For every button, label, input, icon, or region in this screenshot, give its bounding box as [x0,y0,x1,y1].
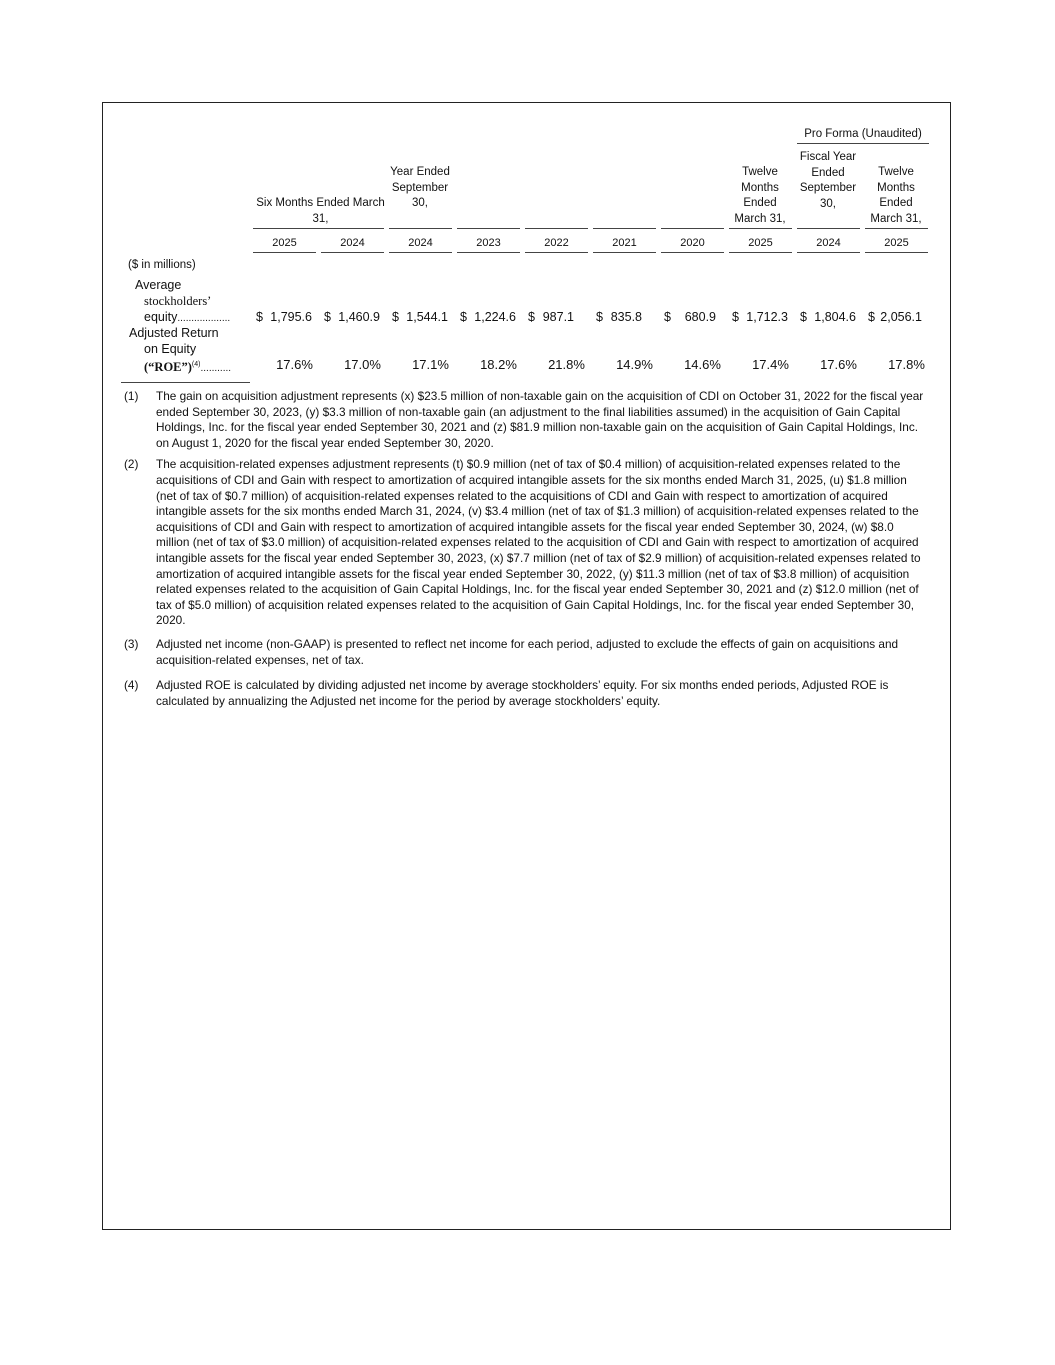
currency-symbol: $ [528,310,535,324]
year-rule [593,252,656,253]
value-cell: 17.1% [412,357,449,372]
units-label: ($ in millions) [128,259,196,271]
footnote-text: The gain on acquisition adjustment represents (x) $23.5 million of non-taxable gain on the acquisition of CDI on October 31, 2022 for the fiscal year ended September 30, 2023, (y) $3.3 million of non-taxable gain (an adjustment to the final liabilities assumed) in the acquisition of Gain Capital Holdings, Inc. for the fiscal year ended September 30, 2021 and (z) $81.9 million non-taxable gain on the acquisition of Gain Capital Holdings, Inc. on August 1, 2020 for the fiscal year ended September 30, 2020. [156,389,924,450]
year-rule [253,252,316,253]
year-label: 2025 [884,237,909,249]
currency-symbol: $ [392,310,399,324]
value-cell: 21.8% [548,357,585,372]
row-label-text: equity [144,310,178,324]
value-cell: 17.6% [820,357,857,372]
year-label: 2021 [612,237,637,249]
currency-symbol: $ [868,310,875,324]
header-rule [797,228,860,229]
year-rule [525,252,588,253]
value-cell: 835.8 [610,310,642,324]
header-rule [389,228,452,229]
header-six-months: Six Months Ended March 31, [256,197,385,225]
value-cell: 17.0% [344,357,381,372]
row-label-line: on Equity [144,342,197,356]
header-rule [661,228,724,229]
footnote-text: Adjusted ROE is calculated by dividing adjusted net income by average stockholders’ equity. For six months ended periods, Adjusted ROE is calculated by annualizing the Adjusted net income for the period by average stockholders’ equity. [156,678,889,708]
year-label: 2025 [272,237,297,249]
footnote-text: Adjusted net income (non-GAAP) is presented to reflect net income for each period, adjusted to exclude the effects of gain on acquisitions and acquisition-related expenses, net of tax. [156,636,899,667]
value-cell: 14.9% [616,357,653,372]
value-cell: 680.9 [684,310,716,324]
value-cell: 2,056.1 [880,310,922,324]
dot-leader: ........... [200,363,232,375]
year-rule [457,252,520,253]
row-label-text: (“ROE”) [144,360,192,375]
header-rule [729,228,792,229]
footnote-1 [124,389,930,451]
value-cell: 17.8% [888,357,925,372]
currency-symbol: $ [596,310,603,324]
header-rule [253,228,384,229]
value-cell: 14.6% [684,357,721,372]
header-year-ended: Year Ended September 30, [390,166,450,209]
year-rule [661,252,724,253]
year-rule [321,252,384,253]
pro-forma-label: Pro Forma (Unaudited) [804,128,922,140]
value-cell: 1,712.3 [746,310,788,324]
header-pf-twelve-months: Twelve Months Ended March 31, [870,166,922,225]
value-cell: 1,795.6 [270,310,312,324]
footnote-ref: (4) [191,361,201,368]
header-rule [525,228,588,229]
value-cell: 987.1 [542,310,574,324]
year-label: 2022 [544,237,569,249]
currency-symbol: $ [732,310,739,324]
footnote-3 [124,637,930,668]
value-cell: 1,804.6 [814,310,856,324]
header-twelve-months: Twelve Months Ended March 31, [734,166,786,225]
value-cell: 17.6% [276,357,313,372]
footnote-separator [121,382,250,383]
dot-leader: ................... [177,313,231,324]
currency-symbol: $ [460,310,467,324]
header-pf-fiscal-year: Fiscal Year Ended September 30, [799,151,857,210]
currency-symbol: $ [256,310,263,324]
value-cell: 1,544.1 [406,310,448,324]
value-cell: 18.2% [480,357,517,372]
header-rule [865,228,928,229]
header-rule [593,228,656,229]
value-cell: 1,460.9 [338,310,380,324]
value-cell: 1,224.6 [474,310,516,324]
year-label: 2023 [476,237,501,249]
header-rule [457,228,520,229]
row-label-line: Average [135,278,182,292]
row-label-adjusted-roe [129,325,253,377]
year-rule [797,252,860,253]
currency-symbol: $ [324,310,331,324]
pro-forma-rule [797,143,929,144]
year-label: 2024 [340,237,365,249]
year-label: 2024 [816,237,841,249]
year-rule [865,252,928,253]
row-label-line: stockholders’ [144,294,212,308]
value-cell: 17.4% [752,357,789,372]
footnote-text: The acquisition-related expenses adjustment represents (t) $0.9 million (net of tax of $0.4 million) of acquisition-related expenses related to the acquisitions of CDI and Gain with respect to amortization of acquired intangible assets for the six months ended March 31, 2025, (u) $1.8 million (net of tax of $0.7 million) of acquisition-related expenses related to the acquisitions of CDI and Gain with respect to amortization of acquired intangible assets for the six months ended March 31, 2024, (v) $3.4 million (net of tax of $1.3 million) of acquisition-related expenses related to the acquisitions of CDI and Gain with respect to amortization of acquired intangible assets for the fiscal year ended September 30, 2024, (w) $8.0 million (net of tax of $3.0 million) of acquisition-related expenses related to the acquisition of CDI and Gain with respect to amortization of acquired intangible assets for the fiscal year ended September 30, 2023, (x) $7.7 million (net of tax of $2.9 million) of acquisition-related expenses related to amortization of acquired intangible assets for the fiscal year ended September 30, 2022, (y) $11.3 million (net of tax of $3.8 million) of acquisition related expenses related to the acquisition of Gain Capital Holdings, Inc. for the fiscal year ended September 30, 2021 and (z) $12.0 million (net of tax of $5.0 million) of acquisition related expenses related to the acquisition of Gain Capital Holdings, Inc. for the fiscal year ended September 30, 2020. [156,457,921,628]
footnote-4 [124,678,930,709]
footnote-number: (1) [124,389,139,403]
year-rule [389,252,452,253]
currency-symbol: $ [664,310,671,324]
year-label: 2024 [408,237,433,249]
row-label-line: Adjusted Return [129,326,219,340]
row-label-avg-equity [135,277,253,327]
footnote-number: (3) [124,636,139,651]
row-label-line [129,357,253,377]
year-rule [729,252,792,253]
footnote-number: (2) [124,457,139,472]
year-label: 2020 [680,237,705,249]
footnote-number: (4) [124,678,139,693]
footnotes [124,389,930,715]
currency-symbol: $ [800,310,807,324]
year-label: 2025 [748,237,773,249]
footnote-2 [124,457,930,629]
